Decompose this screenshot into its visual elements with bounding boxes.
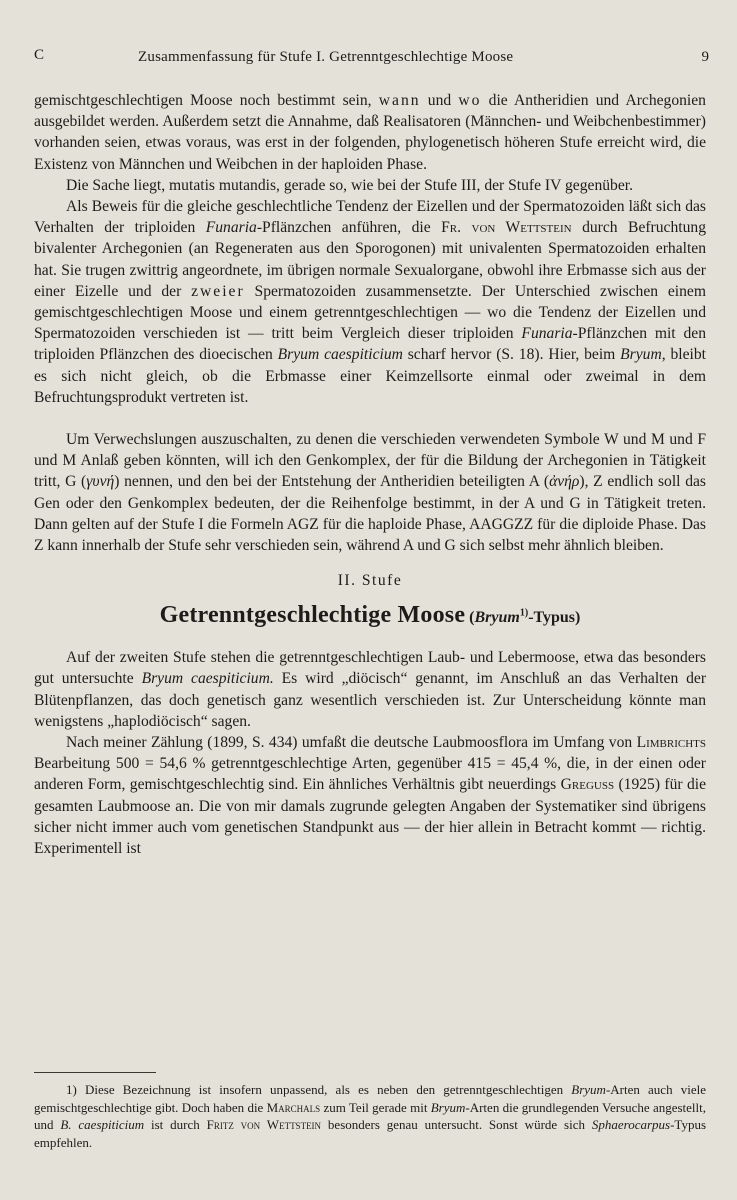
genus-name: Bryum, — [620, 346, 666, 364]
paragraph-gap — [34, 408, 706, 429]
paragraph-3 — [34, 196, 706, 408]
species-name: Bryum caespiticium — [277, 346, 403, 364]
author-name: Greguss — [560, 776, 615, 794]
text-run: Bearbeitung 500 = 54,6 % getrenntgeschlechtige Arten, gegenüber 415 = 45,4 %, die, in der einen oder anderen Form, gemischtgeschlechtig sind. Ein ähnliches Verhältnis gibt neuerdings — [34, 755, 706, 794]
greek-word: γυνή — [86, 473, 115, 491]
section-title — [34, 600, 706, 633]
text-run: Auf der zweiten Stufe stehen die getrenntgeschlechtigen Laub- und Lebermoose, etwa das besonders gut untersuchte — [34, 649, 706, 688]
text-run: Nach meiner Zählung (1899, S. 434) umfaßt die deutsche Laubmoosflora im Umfang von — [66, 734, 633, 752]
genus-name: Sphaerocarpus — [591, 1117, 671, 1133]
genus-name: Bryum — [571, 1082, 606, 1097]
text-run: scharf hervor (S. 18). Hier, beim — [407, 346, 616, 364]
text-run: -Typus) — [528, 609, 581, 627]
text-run: Spermatozoiden zusammensetzte. Der Unterschied zwischen einem gemischtgeschlechtigen Moose und einem getrenntgeschlechtigen — wo die Tendenz der Eizellen und Spermatozoiden verschieden ist — tritt beim Vergleich dieser triploiden — [34, 282, 706, 343]
genus-name: Bryum — [430, 1099, 466, 1115]
genus-name: Funaria — [205, 219, 257, 237]
text-run: die Antheridien und Archegonien ausgebildet werden. Außerdem setzt die Annahme, daß Realisatoren (Männchen- und Weibchenbestimmer) vorhanden seien, etwas voraus, was erst in der folgenden, phylogenetisch höheren Stufe erreicht wird, die Existenz von Männchen und Weibchen in der haploiden Phase. — [34, 92, 706, 173]
text-run: -Pflänzchen mit den triploiden Pflänzchen des dioecischen — [34, 325, 706, 364]
page-body — [34, 90, 706, 859]
text-run: 1) Diese Bezeichnung ist insofern unpassend, als es neben den getrenntgeschlechtigen — [66, 1082, 564, 1097]
text-run: -Pflänzchen anführen, die — [256, 219, 431, 237]
greek-word: ἀνήρ — [549, 473, 580, 491]
author-name: Fr. von Wettstein — [441, 219, 572, 237]
text-run: ist durch — [150, 1117, 200, 1133]
text-run: ( — [469, 609, 475, 627]
text-run: besonders genau untersucht. Sonst würde sich — [327, 1117, 585, 1133]
author-name: Fritz von Wettstein — [206, 1117, 322, 1133]
text-run: bleibt es sich nicht gleich, ob die Erbmasse einer Keimzellsorte einmal oder zweimal in dem Befruchtungsprodukt vertreten ist. — [34, 346, 706, 406]
section-label: II. Stufe — [337, 572, 403, 590]
running-title: Zusammenfassung für Stufe I. Getrenntgeschlechtige Moose — [138, 49, 514, 65]
page-number: 9 — [701, 49, 709, 65]
page-header — [34, 47, 709, 73]
species-name: B. caespiticium — [60, 1117, 145, 1133]
text-run: durch Befruchtung bivalenter Archegonien (an Regeneraten aus den Sporogonen) mit univalenten Spermatozoiden erhalten hat. Sie trugen zwittrig angeordnete, im übrigen normale Sexualorgane, obwohl ihre Erbmasse sich aus der einer Eizelle und der — [34, 219, 706, 300]
author-name: Marchals — [266, 1099, 321, 1115]
text-run: -Arten die grundlegenden Versuche angestellt, und — [34, 1099, 707, 1133]
genus-name: Funaria — [521, 325, 573, 343]
text-run: (1925) für die gesamten Laubmoose an. Die von mir damals zugrunde gelegten Angaben der Systematiker sind übrigens sicher nicht immer auch vom genetischen Standpunkt aus — der hier allein in Betracht kommt — richtig. Experimentell ist — [34, 776, 707, 858]
genus-name: Bryum — [474, 609, 520, 627]
paragraph-2: Die Sache liegt, mutatis mutandis, gerade so, wie bei der Stufe III, der Stufe IV gegenüber. — [66, 176, 633, 194]
text-run: Als Beweis für die gleiche geschlechtliche Tendenz der Eizellen und der Spermatozoiden läßt sich das Verhalten der triploiden — [34, 198, 706, 237]
text-run: Um Verwechslungen auszuschalten, zu denen die verschieden verwendeten Symbole W und M und F und M Anlaß geben könnten, will ich den Genkomplex, der für die Bildung der Archegonien in Tätigkeit tritt, G ( — [34, 431, 706, 491]
text-run: zum Teil gerade mit — [323, 1099, 428, 1115]
spaced-word: wann — [378, 92, 421, 109]
footnote-rule — [34, 1072, 156, 1073]
paragraph-5 — [34, 647, 706, 732]
section-title-sub — [469, 609, 580, 626]
text-run: -Typus empfehlen. — [34, 1117, 707, 1150]
text-run: ) nennen, und den bei der Entstehung der Antheridien beteiligten A ( — [114, 473, 550, 491]
text-run: gemischtgeschlechtigen Moose noch bestimmt sein, — [34, 92, 372, 109]
footnote-text — [34, 1081, 706, 1151]
species-name: Bryum caespiticium. — [141, 670, 274, 688]
signature-mark: C — [34, 47, 45, 63]
spaced-word: wo — [458, 92, 482, 109]
paragraph-4 — [34, 429, 706, 556]
text-run: Es wird „diöcisch“ genannt, im Anschluß an das Verhalten der Blütenpflanzen, das doch genetisch ganz wesentlich verschieden ist. Zur Unterscheidung könnte man wenigstens „haplodiöcisch“ sagen. — [34, 670, 707, 730]
spaced-word: zweier — [191, 282, 245, 300]
text-run: -Arten auch viele gemischtgeschlechtige gibt. Doch haben die — [34, 1082, 707, 1115]
paragraph-1 — [34, 90, 706, 175]
text-run: ), Z endlich soll das Gen oder den Genkomplex bedeuten, der die Reihenfolge bestimmt, in der A und G in Tätigkeit treten. Dann gelten auf der Stufe I die Formeln AGZ für die haploide Phase, AAGGZZ für die diploide Phase. Das Z kann innerhalb der Stufe sehr verschieden sein, während A und G sich selbst mehr ähnlich bleiben. — [34, 473, 706, 555]
footnote — [34, 1081, 706, 1151]
text-run: und — [427, 92, 452, 109]
paragraph-6 — [34, 732, 706, 859]
author-name: Limbrichts — [636, 734, 706, 752]
section-title-main: Getrenntgeschlechtige Moose — [159, 602, 466, 629]
footnote-marker: 1) — [519, 607, 529, 619]
